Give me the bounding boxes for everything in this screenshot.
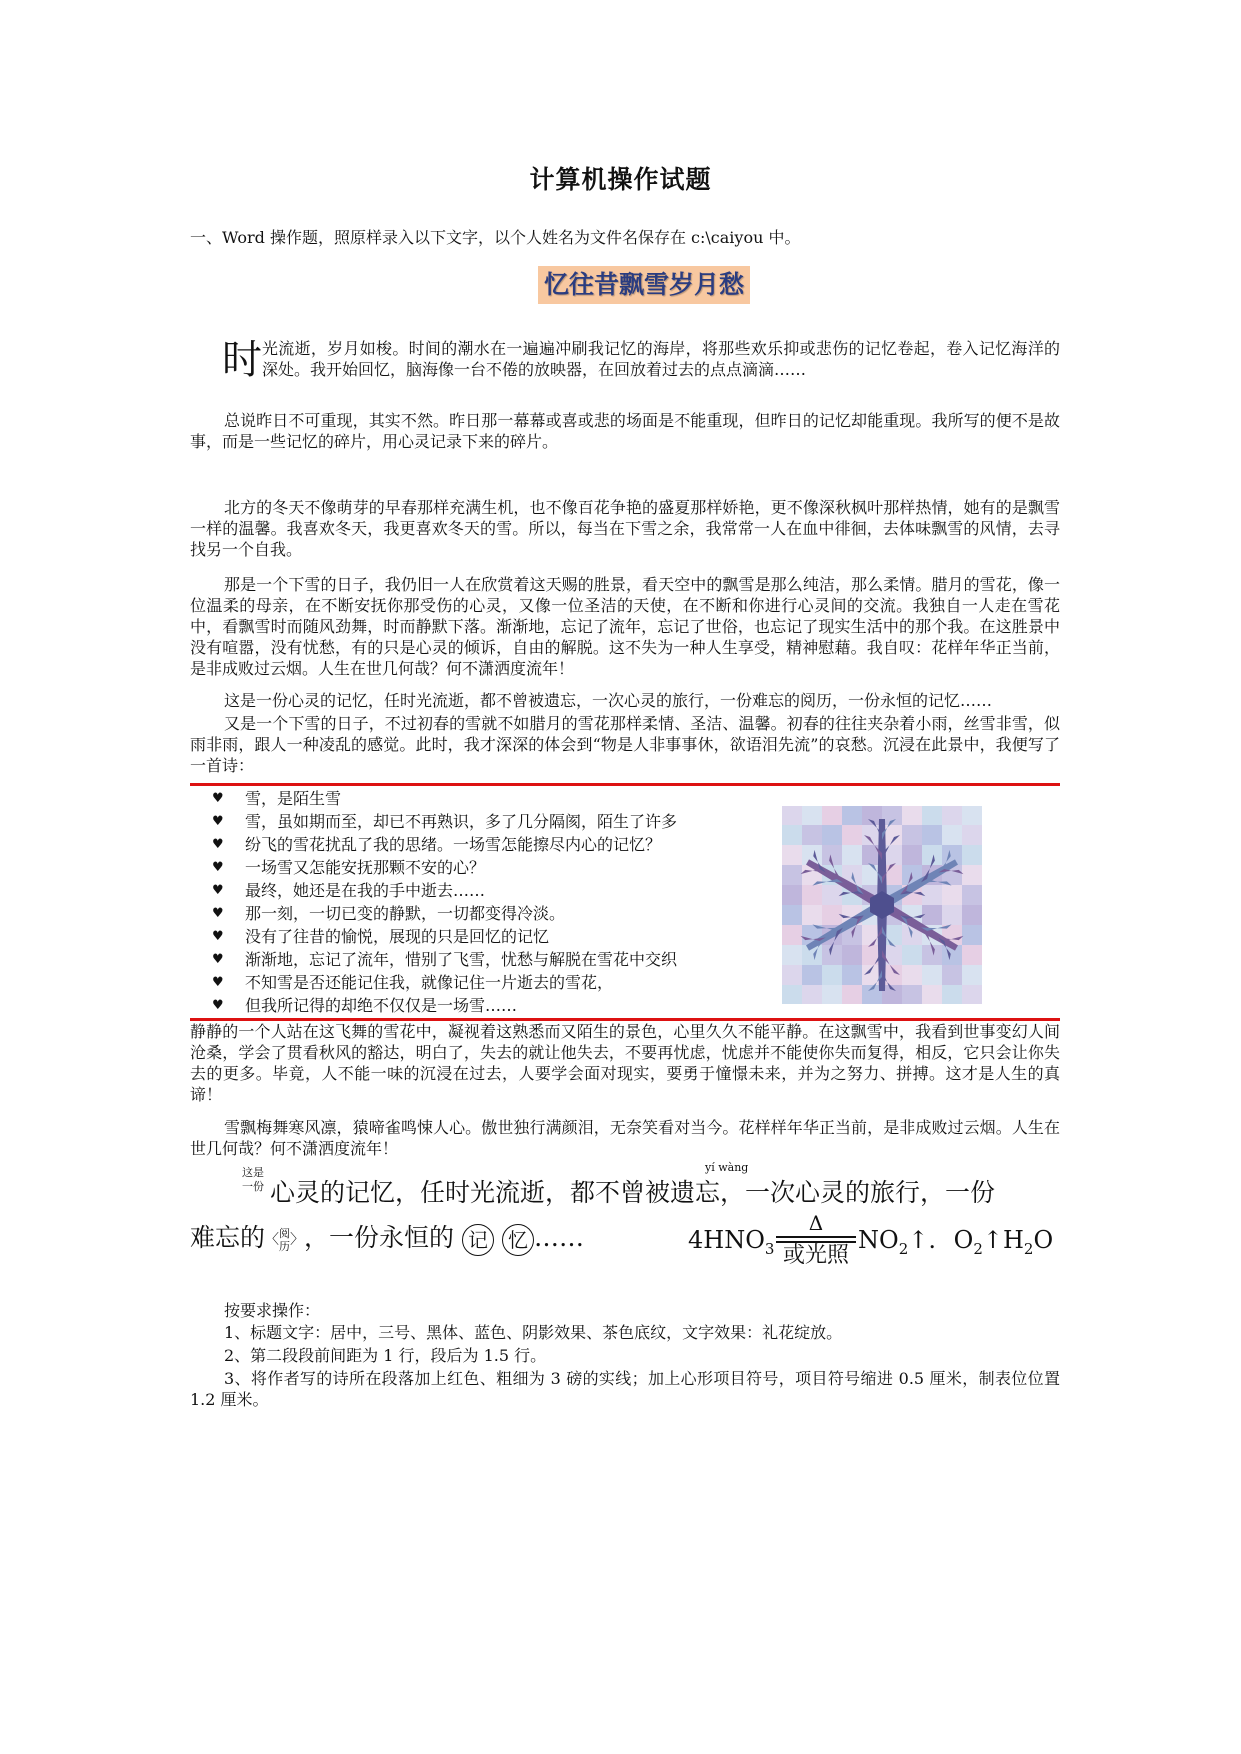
requirement-3: 3、将作者写的诗所在段落加上红色、粗细为 3 磅的实线；加上心形项目符号，项目符号缩进 0.5 厘米，制表位位置 1.2 厘米。 <box>190 1369 1060 1409</box>
pinyin-annotation: yí wàng <box>705 1161 749 1174</box>
big-line-2-pre: 难忘的 <box>190 1223 266 1252</box>
chem-reactant-sub: 3 <box>764 1239 775 1258</box>
heart-bullet-icon: ♥ <box>212 998 224 1013</box>
snowflake-image <box>782 806 982 1004</box>
requirement-2: 2、第二段段前间距为 1 行，段后为 1.5 行。 <box>224 1346 547 1365</box>
big-line-1: 心灵的记忆，任时光流逝，都不曾被遗忘，一次心灵的旅行，一份 <box>270 1178 996 1207</box>
paragraph-4: 那是一个下雪的日子，我仍旧一人在欣赏着这天赐的胜景，看天空中的飘雪是那么纯洁，那么柔情。腊月的雪花，像一位温柔的母亲，在不断安抚你那受伤的心灵，又像一位圣洁的天使，在不断和你进行心灵间的交流。我独自一人走在雪花中，看飘雪时而随风劲舞，时而静默下落。渐渐地，忘记了流年，忘记了世俗，也忘记了现实生活中的那个我。在这胜景中没有喧嚣，没有忧愁，有的只是心灵的倾诉，自由的解脱。这不失为一种人生享受，精神慰藉。我自叹：花样年华正当前，是非成败过云烟。人生在世几何哉？何不潇洒度流年！ <box>190 575 1060 678</box>
heart-bullet-icon: ♥ <box>212 837 224 852</box>
big-line-2-mid: ，一份永恒的 <box>304 1223 455 1252</box>
chem-bar-1 <box>776 1236 856 1238</box>
chem-product-2: O <box>953 1226 974 1254</box>
heart-bullet-icon: ♥ <box>212 952 224 967</box>
poem-line-text: 雪，是陌生雪 <box>245 789 342 808</box>
banner-title: 忆往昔飘雪岁月愁 <box>538 266 750 304</box>
bracket-combined: 〈 阅 历 〉 <box>265 1226 305 1253</box>
heart-bullet-icon: ♥ <box>212 906 224 921</box>
paragraph-8: 雪飘梅舞寒风凛，猿啼雀鸣悚人心。傲世独行满颜泪，无奈笑看对当今。花样样年华正当前，是非成败过云烟。人生在世几何哉？何不潇洒度流年！ <box>190 1118 1060 1158</box>
poem-line-text: 没有了往昔的愉悦，展现的只是回忆的记忆 <box>245 927 550 946</box>
chem-dot: . <box>928 1226 936 1254</box>
poem-line <box>212 902 772 925</box>
poem-line <box>212 810 772 833</box>
chem-product-3-sub: 2 <box>1023 1239 1034 1258</box>
chem-arrow-1: ↑ <box>908 1226 929 1254</box>
chem-product-2-sub: 2 <box>973 1239 983 1258</box>
chem-product-1: NO <box>858 1226 899 1254</box>
requirement-1: 1、标题文字：居中，三号、黑体、蓝色、阴影效果、茶色底纹，文字效果：礼花绽放。 <box>224 1323 843 1342</box>
instruction-text: 一、Word 操作题，照原样录入以下文字，以个人姓名为文件名保存在 c:\caiyou 中。 <box>190 228 801 247</box>
paragraph-7: 静静的一个人站在这飞舞的雪花中，凝视着这熟悉而又陌生的景色，心里久久不能平静。在这飘雪中，我看到世事变幻人间沧桑，学会了贯看秋风的豁达，明白了，失去的就让他失去，不要再忧虑，忧虑并不能使你失而复得，相反，它只会让你失去的更多。毕竟，人不能一味的沉浸在过去，人要学会面对现实，要勇于憧憬未来，并为之努力、拼搏。这才是人生的真谛！ <box>190 1022 1060 1104</box>
poem-line-text: 一场雪又怎能安抚那颗不安的心？ <box>245 858 486 877</box>
heart-bullet-icon: ♥ <box>212 791 224 806</box>
heart-bullet-icon: ♥ <box>212 883 224 898</box>
chem-arrow-2: ↑ <box>982 1226 1003 1254</box>
enclosed-char-1: 记 <box>462 1224 494 1256</box>
poem-line <box>212 856 772 879</box>
combined-bottom: 一份 <box>242 1180 264 1193</box>
paragraph-3: 北方的冬天不像萌芽的早春那样充满生机，也不像百花争艳的盛夏那样娇艳，更不像深秋枫叶那样热情，她有的是飘雪一样的温馨。我喜欢冬天，我更喜欢冬天的雪。所以，每当在下雪之余，我常常一人在血中徘徊，去体味飘雪的风情，去寻找另一个自我。 <box>190 498 1060 559</box>
poem-list <box>212 787 772 1017</box>
chem-condition-below: 或光照 <box>782 1243 849 1268</box>
chem-product-3: H <box>1002 1226 1024 1254</box>
poem-line <box>212 787 772 810</box>
poem-line <box>212 833 772 856</box>
chem-reactant: 4HNO <box>688 1226 765 1254</box>
drop-cap: 时 <box>222 337 262 383</box>
big-line-2 <box>190 1219 584 1259</box>
heart-bullet-icon: ♥ <box>212 975 224 990</box>
poem-line-text: 不知雪是否还能记住我，就像记住一片逝去的雪花， <box>245 973 614 992</box>
poem-line-text: 雪，虽如期而至，却已不再熟识，多了几分隔阂，陌生了许多 <box>245 812 678 831</box>
chemical-equation <box>688 1226 774 1258</box>
poem-line-text: 但我所记得的却绝不仅仅是一场雪…… <box>245 996 518 1015</box>
chem-product-3-end: O <box>1033 1226 1054 1254</box>
poem-line <box>212 994 772 1017</box>
heart-bullet-icon: ♥ <box>212 929 224 944</box>
poem-line-text: 纷飞的雪花扰乱了我的思绪。一场雪怎能擦尽内心的记忆？ <box>245 835 662 854</box>
poem-line <box>212 971 772 994</box>
poem-line-text: 最终，她还是在我的手中逝去…… <box>245 881 486 900</box>
heart-bullet-icon: ♥ <box>212 814 224 829</box>
chemical-products <box>858 1226 1053 1258</box>
combined-chars <box>242 1167 264 1193</box>
requirements-heading: 按要求操作： <box>224 1301 321 1320</box>
poem-line-text: 渐渐地，忘记了流年，惜别了飞雪，忧愁与解脱在雪花中交织 <box>245 950 678 969</box>
poem-line-text: 那一刻，一切已变的静默，一切都变得冷淡。 <box>245 904 566 923</box>
paragraph-2: 总说昨日不可重现，其实不然。昨日那一幕幕或喜或悲的场面是不能重现，但昨日的记忆却能重现。我所写的便不是故事，而是一些记忆的碎片，用心灵记录下来的碎片。 <box>190 411 1060 451</box>
poem-line <box>212 948 772 971</box>
chem-condition-above: Δ <box>808 1211 824 1235</box>
poem-line <box>212 879 772 902</box>
combined-top: 这是 <box>242 1166 264 1179</box>
bracket-bottom: 历 <box>279 1239 291 1253</box>
paragraph-5: 这是一份心灵的记忆，任时光流逝，都不曾被遗忘，一次心灵的旅行，一份难忘的阅历，一份永恒的记忆…… <box>224 691 993 710</box>
big-line-2-end: …… <box>533 1223 584 1252</box>
poem-line <box>212 925 772 948</box>
poem-border-top <box>190 783 1060 786</box>
paragraph-6: 又是一个下雪的日子，不过初春的雪就不如腊月的雪花那样柔情、圣洁、温馨。初春的往往夹杂着小雨，丝雪非雪，似雨非雨，跟人一种凌乱的感觉。此时，我才深深的体会到“物是人非事事休，欲语泪先流”的哀愁。沉浸在此景中，我便写了一首诗： <box>190 714 1060 775</box>
heart-bullet-icon: ♥ <box>212 860 224 875</box>
paragraph-1: 光流逝，岁月如梭。时间的潮水在一遍遍冲刷我记忆的海岸，将那些欢乐抑或悲伤的记忆卷起，卷入记忆海洋的深处。我开始回忆，脑海像一台不倦的放映器，在回放着过去的点点滴滴…… <box>262 339 1060 379</box>
chem-condition <box>776 1212 856 1269</box>
document-title: 计算机操作试题 <box>529 165 712 194</box>
bracket-top: 阅 <box>279 1226 291 1240</box>
enclosed-char-2: 忆 <box>502 1224 534 1256</box>
chem-product-1-sub: 2 <box>898 1239 909 1258</box>
